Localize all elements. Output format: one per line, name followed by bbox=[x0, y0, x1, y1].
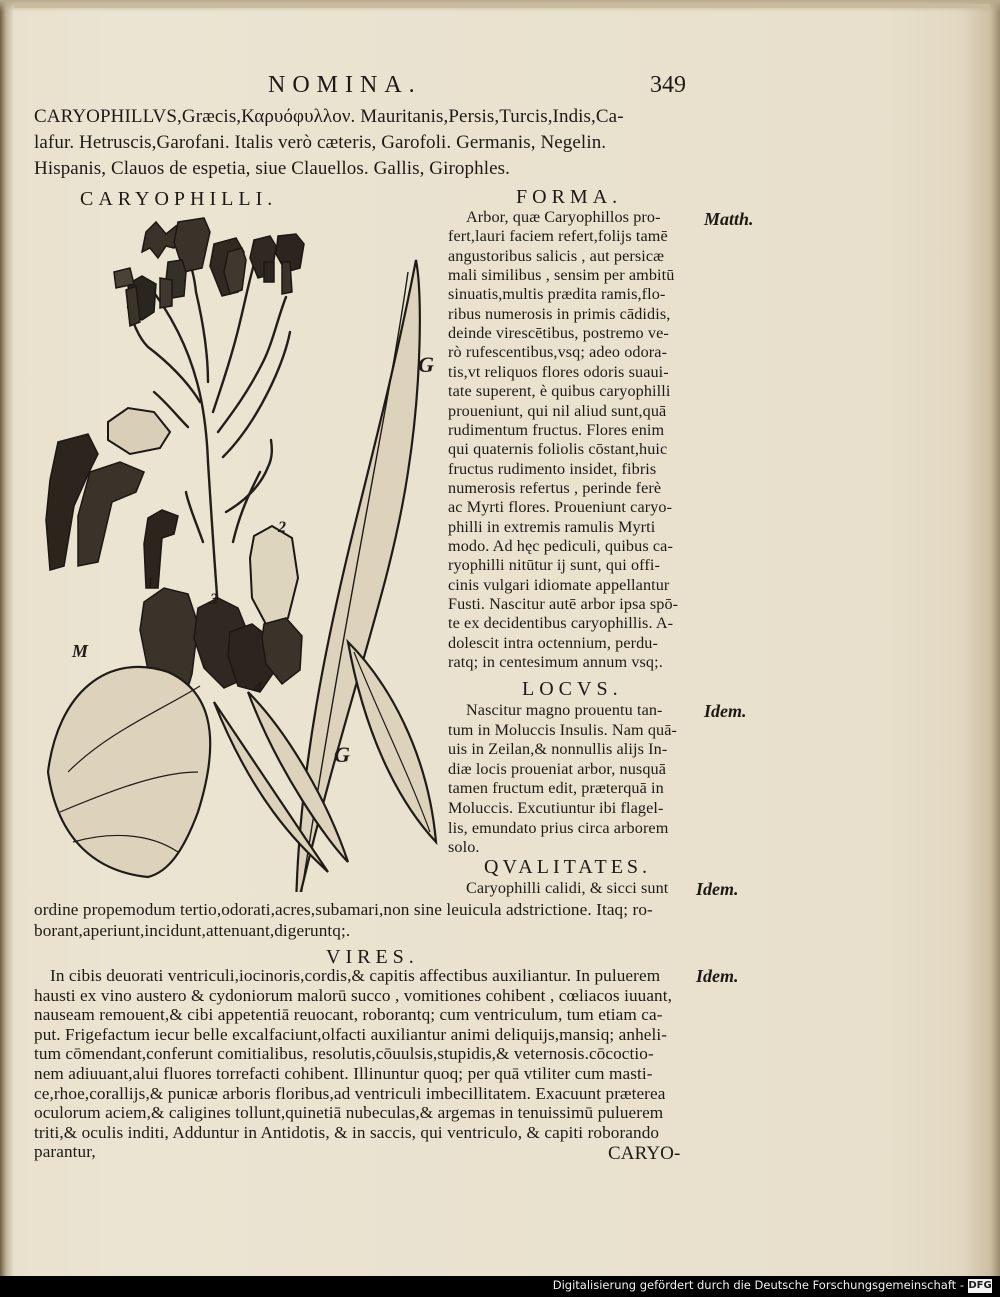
vires-line: nauseam remouent,& cibi appetentiā reuocant, roborantq; cum ventriculum, tum etiam ca- bbox=[34, 1005, 663, 1025]
forma-line: te ex decidentibus caryophillis. A- bbox=[448, 614, 674, 633]
forma-line: mali similibus , sensim per ambitū bbox=[448, 266, 675, 285]
locus-line: solo. bbox=[448, 838, 480, 857]
forma-line: numerosis refertus , perinde ferè bbox=[448, 478, 662, 497]
vires-line: tum cōmendant,conferunt comitialibus, resolutis,cōuulsis,stupidis,& veternosis.cōcoctio- bbox=[34, 1044, 654, 1064]
locus-line: diæ locis proueniat arbor, nusquā bbox=[448, 759, 666, 778]
forma-line: rò rufescentibus,vsq; adeo odora- bbox=[448, 343, 668, 362]
qualitates-line: Caryophilli calidi, & sicci sunt bbox=[466, 879, 669, 897]
vires-line: put. Frigefactum iecur belle excalfaciunt,olfacti auxiliantur animi deliquijs,mansiq; anheli- bbox=[34, 1024, 668, 1044]
forma-line: proueniunt, qui nil aliud sunt,quā bbox=[448, 401, 667, 420]
qualitates-line: ordine propemodum tertio,odorati,acres,subamari,non sine leuicula adstrictione. Itaq; ro- bbox=[34, 900, 653, 919]
forma-line: qui quaternis foliolis cōstant,huic bbox=[448, 440, 668, 459]
forma-line: sinuatis,multis prædita ramis,flo- bbox=[448, 285, 666, 304]
vires-line: hausti ex vino austero & cydoniorum malorū succo , vomitiones cohibent , cœliacos iuuant, bbox=[34, 985, 673, 1005]
forma-line: Fusti. Nascitur autē arbor ipsa spō- bbox=[448, 595, 679, 613]
clove-woodcut-illustration bbox=[28, 212, 448, 892]
names-line-1: CARYOPHILLVS,Græcis,Καρυόφυλλον. Mauritanis,Persis,Turcis,Indis,Ca- bbox=[34, 106, 624, 127]
locus-line: tum in Moluccis Insulis. Nam quā- bbox=[448, 720, 677, 739]
page-title: NOMINA. bbox=[268, 72, 422, 98]
forma-line: ryophilli nitūtur ij sunt, qui offi- bbox=[448, 556, 660, 575]
locus-line: uis in Zeilan,& nonnullis alijs In- bbox=[448, 740, 668, 759]
footer-credit: Digitalisierung gefördert durch die Deutsche Forschungsgemeinschaft - bbox=[552, 1278, 964, 1292]
locus-line: lis, emundato prius circa arborem bbox=[448, 818, 669, 837]
vires-line: oculorum aciem,& caligines tollunt,quinetiā nubeculas,& argemas in tenuissimū puluerem bbox=[34, 1103, 664, 1123]
vires-heading: VIRES. bbox=[326, 946, 419, 968]
forma-line: deinde virescētibus, postremo ve- bbox=[448, 324, 669, 343]
label-g-upper: G bbox=[418, 352, 434, 377]
names-line-2: lafur. Hetruscis,Garofani. Italis verò cæteris, Garofoli. Germanis, Negelin. bbox=[34, 132, 607, 153]
forma-line: fert,lauri faciem refert,folijs tamē bbox=[448, 227, 668, 246]
page-number: 349 bbox=[650, 72, 686, 98]
label-3: 3 bbox=[210, 591, 218, 608]
figure-caption: CARYOPHILLI. bbox=[80, 188, 278, 210]
digitization-footer bbox=[0, 1276, 1000, 1297]
qualitates-heading: QVALITATES. bbox=[484, 856, 652, 878]
forma-line: ribus numerosis in primis cādidis, bbox=[448, 304, 671, 323]
forma-line: modo. Ad hęc pediculi, quibus ca- bbox=[448, 536, 673, 555]
forma-line: rudimentum fructus. Flores enim bbox=[448, 420, 665, 439]
forma-line: angustoribus salicis , aut persicæ bbox=[448, 246, 665, 265]
vires-margin-note: Idem. bbox=[696, 966, 739, 986]
forma-margin-note: Matth. bbox=[704, 209, 754, 229]
forma-line: philli in extremis ramulis Myrti bbox=[448, 517, 656, 536]
locus-line: Nascitur magno prouentu tan- bbox=[466, 701, 663, 719]
label-4: 4 bbox=[254, 679, 262, 696]
label-1: 1 bbox=[146, 575, 154, 592]
label-2: 2 bbox=[278, 519, 286, 536]
locus-heading: LOCVS. bbox=[522, 678, 623, 700]
forma-line: ac Myrti flores. Proueniunt caryo- bbox=[448, 498, 673, 517]
dfg-logo: DFG bbox=[968, 1280, 992, 1291]
vires-line: In cibis deuorati ventriculi,iocinoris,cordis,& capitis affectibus auxiliantur. In puluerem bbox=[50, 966, 661, 985]
vires-line: nem adiuuant,alui fluores torrefacti cohibent. Illinuntur quoq; per quā vtiliter cum masti- bbox=[34, 1064, 653, 1083]
forma-line: Arbor, quæ Caryophillos pro- bbox=[466, 208, 661, 226]
forma-line: dolescit intra octennium, perdu- bbox=[448, 633, 658, 652]
vires-line: parantur, bbox=[34, 1142, 96, 1162]
names-line-3: Hispanis, Clauos de espetia, siue Clauellos. Gallis, Girophles. bbox=[34, 158, 510, 179]
forma-heading: FORMA. bbox=[516, 186, 623, 208]
locus-line: Moluccis. Excutiuntur ibi flagel- bbox=[448, 799, 664, 817]
qualitates-line: borant,aperiunt,incidunt,attenuant,digeruntq;. bbox=[34, 921, 351, 940]
page-edge bbox=[14, 4, 990, 8]
locus-margin-note: Idem. bbox=[704, 701, 747, 721]
forma-line: tis,vt reliquos flores odoris suaui- bbox=[448, 362, 669, 381]
forma-line: cinis vulgari idiomate appellantur bbox=[448, 575, 670, 594]
forma-line: fructus rudimento insidet, fibris bbox=[448, 459, 657, 478]
qualitates-margin-note: Idem. bbox=[696, 879, 739, 899]
forma-line: tate superent, è quibus caryophilli bbox=[448, 382, 671, 401]
locus-line: tamen fructum edit, præterquā in bbox=[448, 779, 664, 798]
catchword: CARYO- bbox=[608, 1143, 681, 1164]
label-m: M bbox=[72, 641, 89, 661]
label-g-lower: G bbox=[334, 742, 350, 767]
vires-line: triti,& oculis inditi, Adduntur in Antidotis, & in saccis, qui ventriculo, & capiti roborando bbox=[34, 1122, 660, 1142]
vires-line: ce,rhoe,corallijs,& punicæ arboris floribus,ad ventriculi imbecillitatem. Exacuunt præterea bbox=[34, 1083, 666, 1103]
forma-line: ratq; in centesimum annum vsq;. bbox=[448, 653, 663, 672]
